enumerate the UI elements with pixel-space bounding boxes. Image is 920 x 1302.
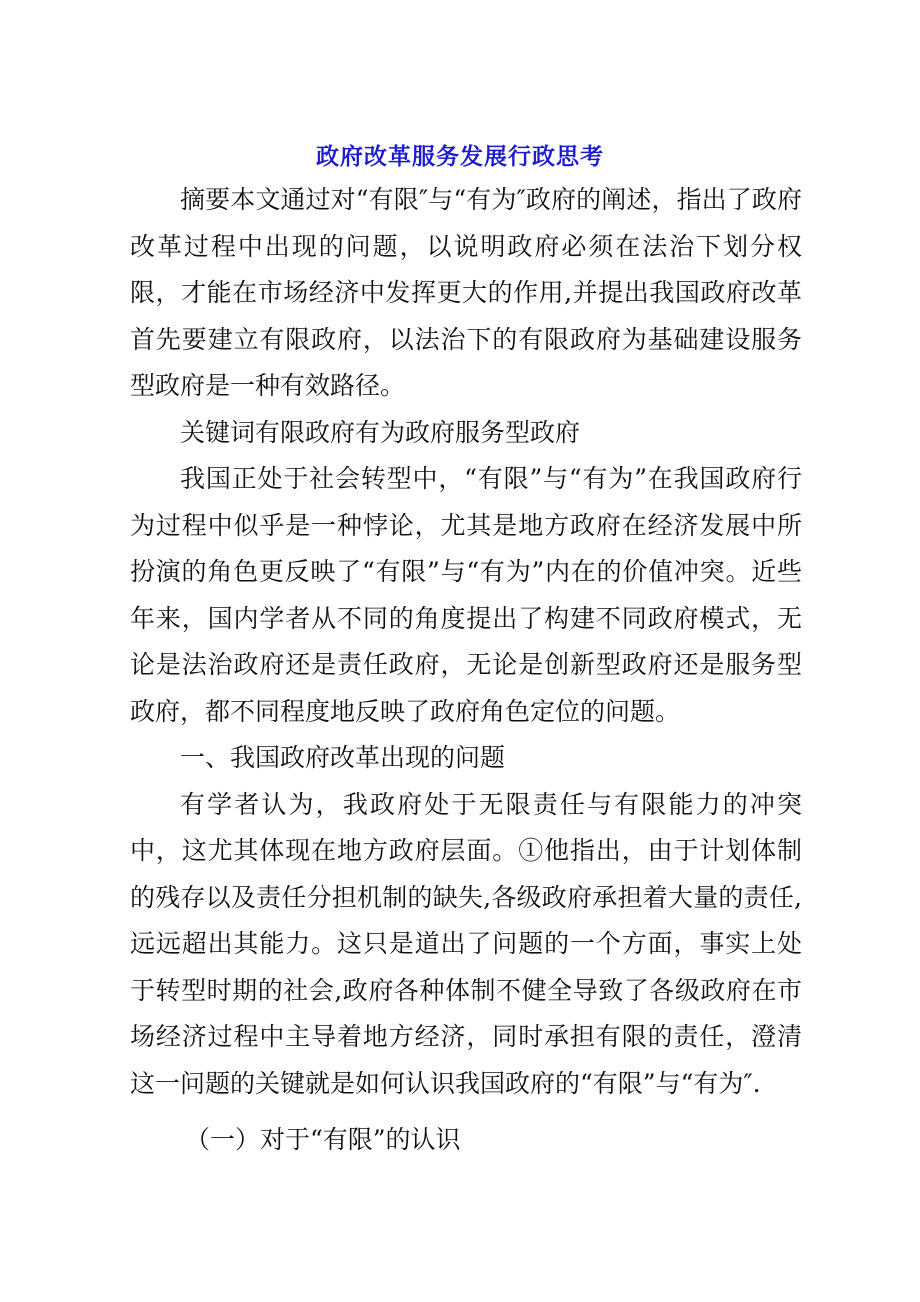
body-paragraph: 有学者认为，我政府处于无限责任与有限能力的冲突中，这尤其体现在地方政府层面。①他指出，由于计划体制的残存以及责任分担机制的缺失,各级政府承担着大量的责任,远远超出其能力。这只是道出了问题的一个方面，事实上处于转型时期的社会,政府各种体制不健全导致了各级政府在市场经济过程中主导着地方经济，同时承担有限的责任，澄清这一问题的关键就是如何认识我国政府的“有限”与“有为″. [130, 789, 802, 1098]
intro-paragraph: 我国正处于社会转型中，“有限”与“有为”在我国政府行为过程中似乎是一种悖论，尤其是地方政府在经济发展中所扮演的角色更反映了“有限”与“有为”内在的价值冲突。近些年来，国内学者从不同的角度提出了构建不同政府模式，无论是法治政府还是责任政府，无论是创新型政府还是服务型政府，都不同程度地反映了政府角色定位的问题。 [130, 464, 802, 726]
keywords-paragraph: 关键词有限政府有为政府服务型政府 [180, 417, 581, 447]
subsection-heading: （一）对于“有限”的认识 [185, 1125, 461, 1154]
document-title: 政府改革服务发展行政思考 [316, 143, 604, 170]
abstract-paragraph: 摘要本文通过对“有限″与“有为″政府的阐述，指出了政府改革过程中出现的问题，以说明政府必须在法治下划分权限，才能在市场经济中发挥更大的作用,并提出我国政府改革首先要建立有限政府，以法治下的有限政府为基础建设服务型政府是一种有效路径。 [130, 185, 802, 400]
section-heading: 一、我国政府改革出现的问题 [180, 743, 506, 772]
document-body [130, 177, 802, 1164]
